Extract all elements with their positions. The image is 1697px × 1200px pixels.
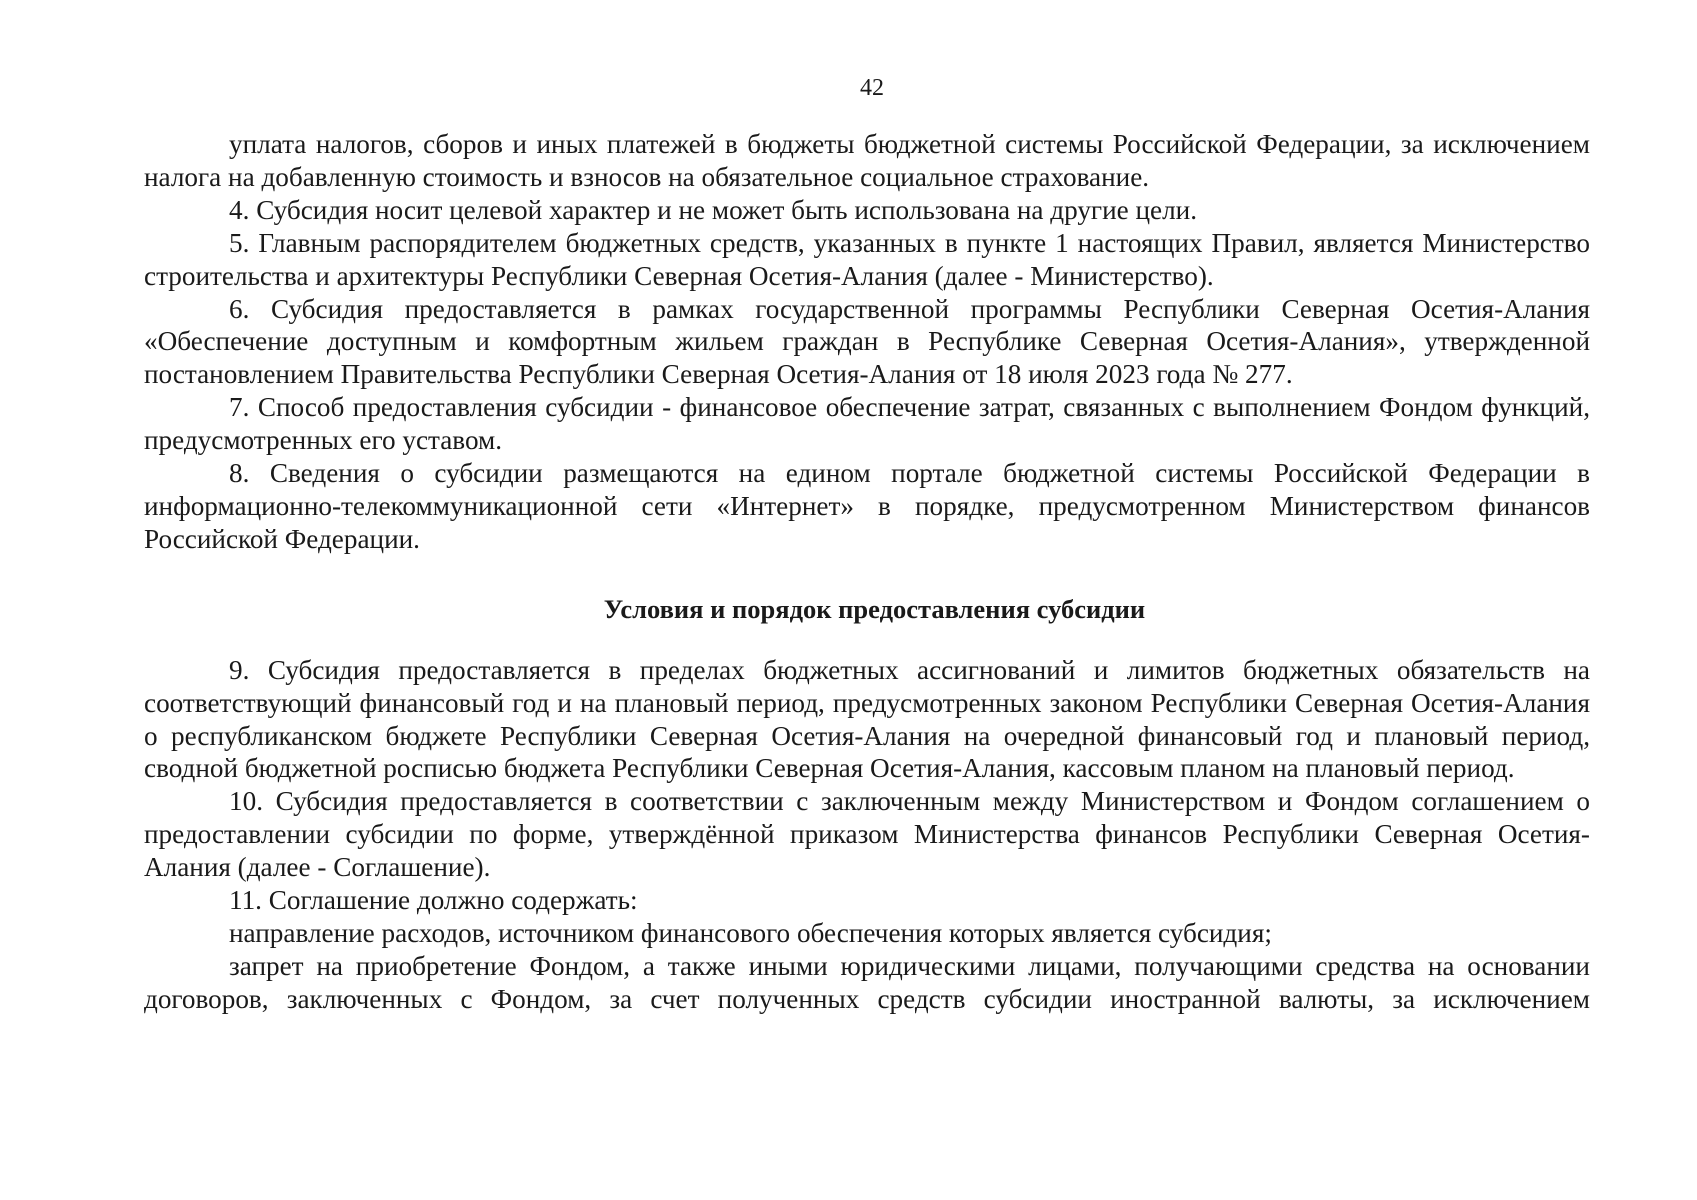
paragraph-8: 8. Сведения о субсидии размещаются на едином портале бюджетной системы Российской Федерации в информационно-телекоммуникационной сети «Интернет» в порядке, предусмотренном Министерством финансов Российской Федерации. [144,458,1590,554]
page-number: 42 [860,75,884,101]
paragraph-tax-exclusion: уплата налогов, сборов и иных платежей в бюджеты бюджетной системы Российской Федерации, за исключением налога на добавленную стоимость и взносов на обязательное социальное страхование. [144,129,1590,192]
paragraph-5: 5. Главным распорядителем бюджетных средств, указанных в пункте 1 настоящих Правил, является Министерство строительства и архитектуры Республики Северная Осетия-Алания (далее - Министерство). [144,227,1590,291]
document-body [144,128,1590,1016]
paragraph-10: 10. Субсидия предоставляется в соответствии с заключенным между Министерством и Фондом соглашением о предоставлении субсидии по форме, утверждённой приказом Министерства финансов Республики Северная Осетия-Алания (далее - Соглашение). [144,786,1590,883]
section-heading: Условия и порядок предоставления субсидии [603,593,1146,624]
paragraph-11-item-direction: направление расходов, источником финансового обеспечения которых является субсидия; [229,917,1272,948]
paragraph-11: 11. Соглашение должно содержать: [229,885,638,916]
paragraph-4: 4. Субсидия носит целевой характер и не может быть использована на другие цели. [229,194,1198,225]
paragraph-9: 9. Субсидия предоставляется в пределах бюджетных ассигнований и лимитов бюджетных обязательств на соответствующий финансовый год и на плановый период, предусмотренных законом Республики Северная Осетия-Алания о республиканском бюджете Республики Северная Осетия-Алания на очередной финансовый год и плановый период, сводной бюджетной росписью бюджета Республики Северная Осетия-Алания, кассовым планом на плановый период. [144,654,1590,784]
paragraph-7: 7. Способ предоставления субсидии - финансовое обеспечение затрат, связанных с выполнением Фондом функций, предусмотренных его уставом. [144,392,1590,456]
paragraph-11-item-prohibition: запрет на приобретение Фондом, а также иными юридическими лицами, получающими средства на основании договоров, заключенных с Фондом, за счет полученных средств субсидии иностранной валюты, за исключением [144,950,1590,1014]
paragraph-6: 6. Субсидия предоставляется в рамках государственной программы Республики Северная Осетия-Алания «Обеспечение доступным и комфортным жильем граждан в Республике Северная Осетия-Алания», утвержденной постановлением Правительства Республики Северная Осетия-Алания от 18 июля 2023 года № 277. [144,293,1590,390]
